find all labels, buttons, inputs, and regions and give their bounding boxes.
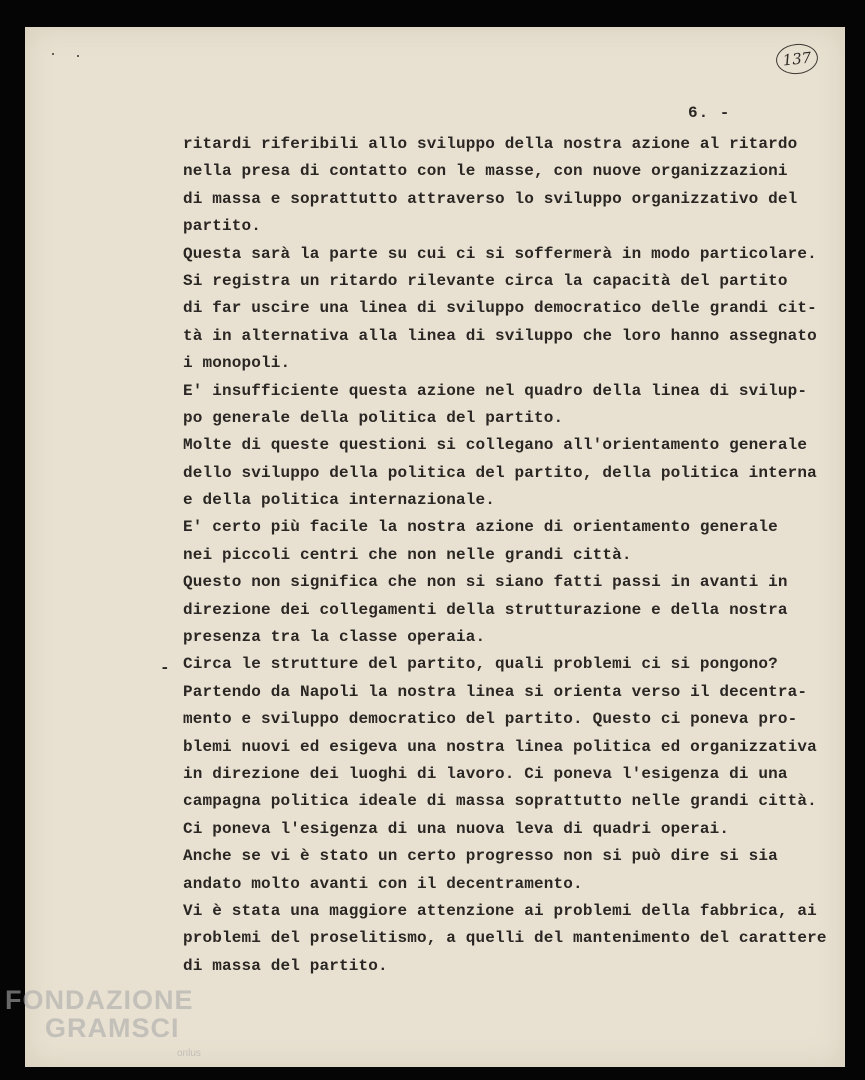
text-line: nei piccoli centri che non nelle grandi città. <box>183 545 632 564</box>
text-line: Questo non significa che non si siano fatti passi in avanti in <box>183 573 788 592</box>
text-line: tà in alternativa alla linea di sviluppo che loro hanno assegnato <box>183 326 817 345</box>
watermark-line1: FONDAZIONE <box>5 985 194 1015</box>
text-line: E' certo più facile la nostra azione di orientamento generale <box>183 518 778 537</box>
text-line: di massa e soprattutto attraverso lo sviluppo organizzativo del <box>183 189 798 208</box>
text-line: andato molto avanti con il decentramento. <box>183 874 583 893</box>
text-line: nella presa di contatto con le masse, con nuove organizzazioni <box>183 162 788 181</box>
text-line: direzione dei collegamenti della strutturazione e della nostra <box>183 600 788 619</box>
watermark-logo <box>5 985 235 1080</box>
text-line: Si registra un ritardo rilevante circa la capacità del partito <box>183 271 788 290</box>
typewritten-text <box>183 131 833 980</box>
text-line: Molte di queste questioni si collegano all'orientamento generale <box>183 436 808 455</box>
page-number: 6. - <box>688 104 731 122</box>
text-line: ritardi riferibili allo sviluppo della nostra azione al ritardo <box>183 135 798 153</box>
text-line: E' insufficiente questa azione nel quadro della linea di svilup- <box>183 381 808 400</box>
watermark-line2: GRAMSCI <box>45 1013 180 1043</box>
text-line: blemi nuovi ed esigeva una nostra linea politica ed organizzativa <box>183 737 817 756</box>
paragraph-dash: - <box>160 659 170 677</box>
text-line: i monopoli. <box>183 354 291 373</box>
text-line: campagna politica ideale di massa soprattutto nelle grandi città. <box>183 792 817 811</box>
text-line: di far uscire una linea di sviluppo democratico delle grandi cit- <box>183 299 817 318</box>
text-line: Anche se vi è stato un certo progresso non si può dire si sia <box>183 847 778 866</box>
archive-page-number: 137 <box>775 42 820 76</box>
text-line: dello sviluppo della politica del partito, della politica interna <box>183 463 817 482</box>
watermark-line3: onlus <box>177 1048 201 1059</box>
punch-mark <box>52 53 54 55</box>
text-line: Vi è stata una maggiore attenzione ai problemi della fabbrica, ai <box>183 901 817 920</box>
text-line: presenza tra la classe operaia. <box>183 628 486 647</box>
text-line: Partendo da Napoli la nostra linea si orienta verso il decentra- <box>183 682 808 701</box>
text-line: in direzione dei luoghi di lavoro. Ci poneva l'esigenza di una <box>183 764 788 783</box>
text-line: e della politica internazionale. <box>183 491 496 510</box>
text-line: Ci poneva l'esigenza di una nuova leva di quadri operai. <box>183 819 730 838</box>
text-line: partito. <box>183 217 262 236</box>
text-line: mento e sviluppo democratico del partito. Questo ci poneva pro- <box>183 710 798 729</box>
text-line: problemi del proselitismo, a quelli del mantenimento del carattere <box>183 929 827 948</box>
text-line: Circa le strutture del partito, quali problemi ci si pongono? <box>183 655 778 674</box>
text-line: di massa del partito. <box>183 956 388 975</box>
punch-mark <box>77 55 79 57</box>
text-line: Questa sarà la parte su cui ci si soffermerà in modo particolare. <box>183 244 817 263</box>
text-line: po generale della politica del partito. <box>183 408 564 427</box>
